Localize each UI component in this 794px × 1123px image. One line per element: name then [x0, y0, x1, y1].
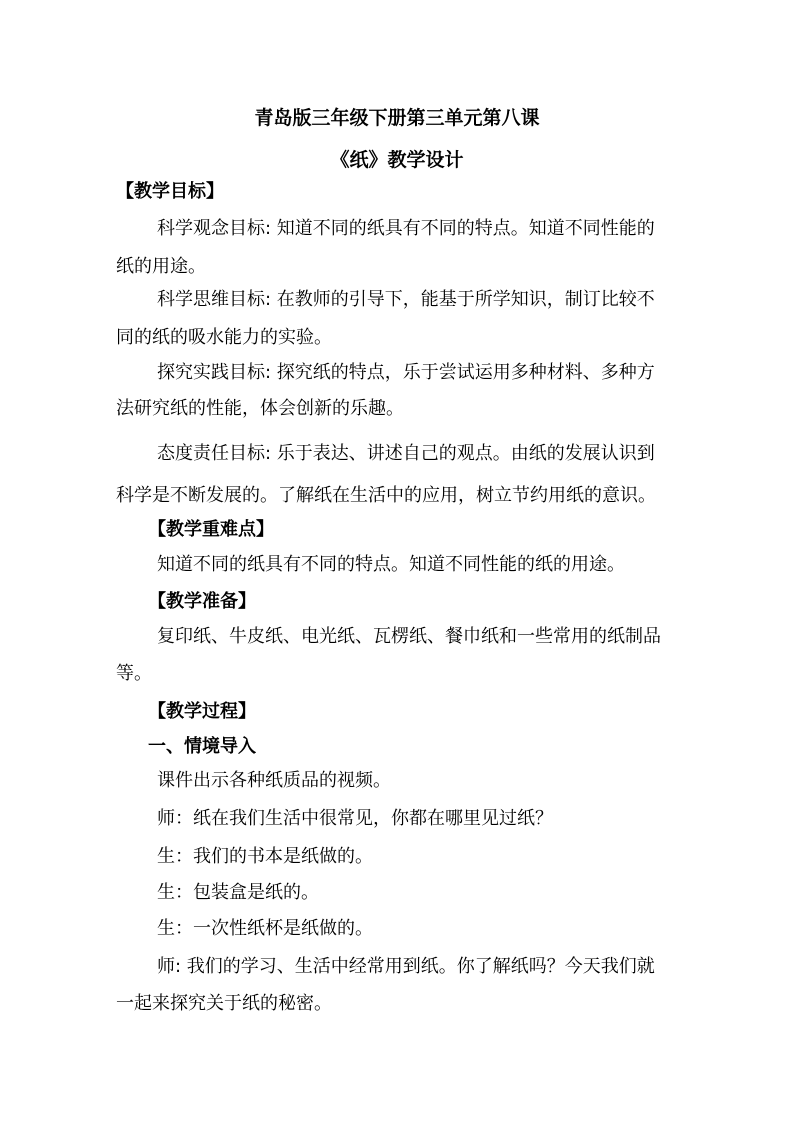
document-subtitle: 《纸》教学设计 [330, 149, 464, 171]
process-line-4: 生：包装盒是纸的。 [157, 882, 319, 903]
preparation-heading: 【教学准备】 [148, 591, 256, 612]
preparation-line-2: 等。 [116, 663, 152, 684]
objective-2-line-2: 同的纸的吸水能力的实验。 [116, 327, 332, 348]
preparation-line-1: 复印纸、牛皮纸、电光纸、瓦楞纸、餐巾纸和一些常用的纸制品 [157, 626, 661, 647]
process-line-6: 师: 我们的学习、生活中经常用到纸。你了解纸吗？今天我们就 [157, 956, 655, 977]
process-line-3: 生：我们的书本是纸做的。 [157, 846, 373, 867]
process-line-1: 课件出示各种纸质品的视频。 [157, 770, 391, 791]
objective-4-line-1: 态度责任目标: 乐于表达、讲述自己的观点。由纸的发展认识到 [157, 443, 655, 464]
process-heading: 【教学过程】 [148, 701, 256, 722]
objectives-heading: 【教学目标】 [116, 181, 224, 202]
process-line-5: 生：一次性纸杯是纸做的。 [157, 918, 373, 939]
key-points-heading: 【教学重难点】 [148, 519, 274, 540]
process-subheading-intro: 一、情境导入 [148, 736, 256, 757]
process-line-7: 一起来探究关于纸的秘密。 [116, 993, 332, 1014]
document-title: 青岛版三年级下册第三单元第八课 [254, 107, 540, 129]
objective-2-line-1: 科学思维目标: 在教师的引导下，能基于所学知识，制订比较不 [157, 289, 655, 310]
objective-3-line-1: 探究实践目标: 探究纸的特点，乐于尝试运用多种材料、多种方 [157, 362, 655, 383]
process-line-2: 师：纸在我们生活中很常见，你都在哪里见过纸？ [157, 808, 553, 829]
key-points-text: 知道不同的纸具有不同的特点。知道不同性能的纸的用途。 [157, 554, 625, 575]
objective-4-line-2: 科学是不断发展的。了解纸在生活中的应用，树立节约用纸的意识。 [116, 485, 656, 506]
objective-1-line-2: 纸的用途。 [116, 256, 206, 277]
objective-3-line-2: 法研究纸的性能，体会创新的乐趣。 [116, 398, 404, 419]
objective-1-line-1: 科学观念目标: 知道不同的纸具有不同的特点。知道不同性能的 [157, 218, 655, 239]
